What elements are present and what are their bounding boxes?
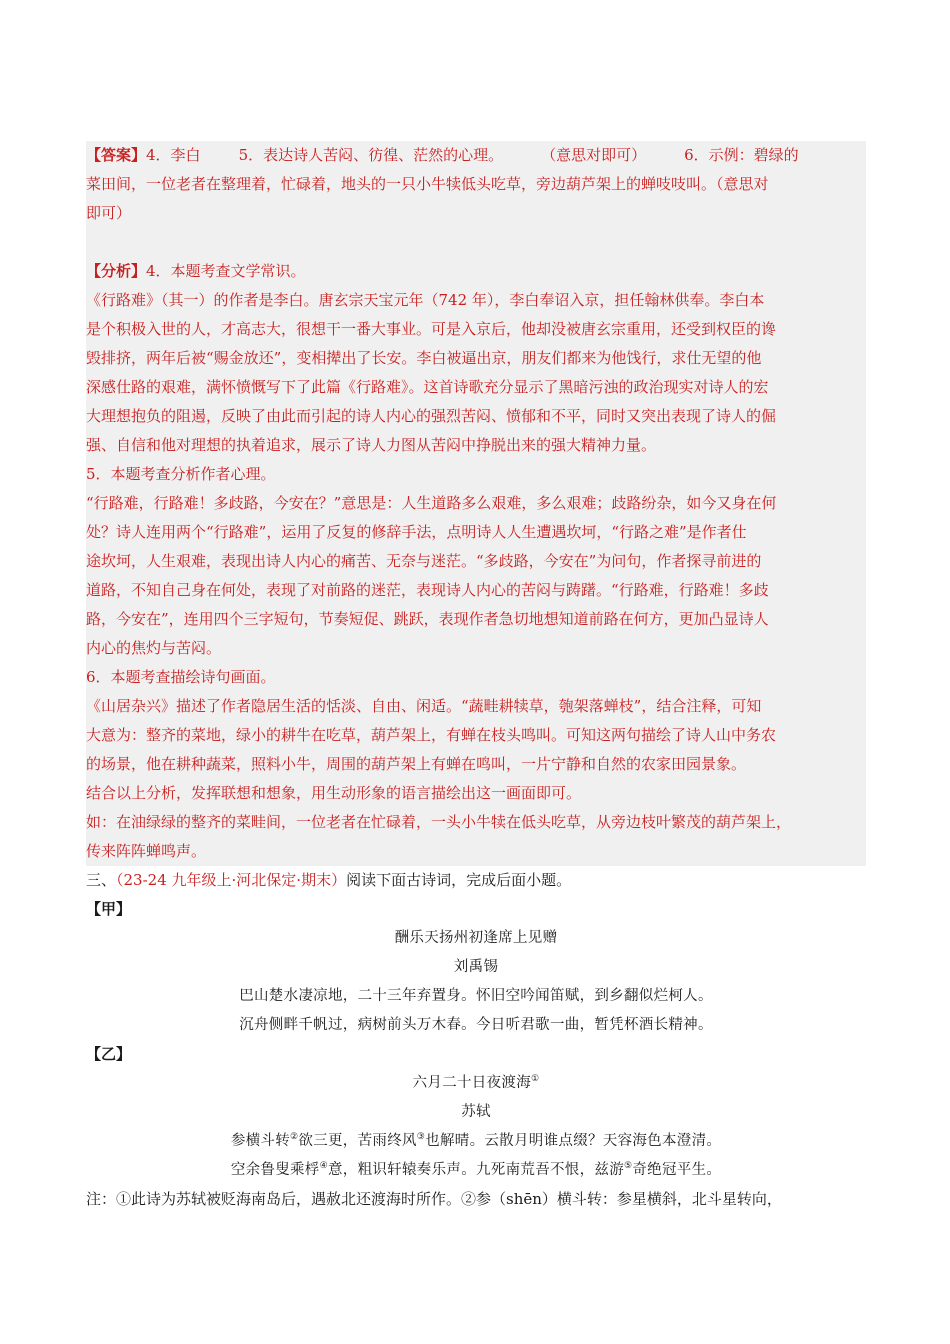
poem-a-author: 刘禹锡 [453, 959, 499, 975]
poem-text: 空余鲁叟乘桴 [230, 1162, 320, 1178]
analysis-q4-line: 强、自信和他对理想的执着追求，展示了诗人力图从苦闷中挣脱出来的强大精神力量。 [86, 436, 657, 454]
answer-q5: 5．表达诗人苦闷、彷徨、茫然的心理。 [238, 146, 504, 164]
answer-analysis-block [86, 141, 866, 866]
footnote-marker: ⑤ [624, 1161, 633, 1172]
poem-b-title [86, 1069, 866, 1098]
analysis-q5-line: 内心的焦灼与苦闷。 [86, 639, 222, 657]
section3-heading [86, 866, 866, 895]
analysis-q5-line: 途坎坷，人生艰难，表现出诗人内心的痛苦、无奈与迷茫。“多歧路，今安在”为问句，作者探寻前进的 [86, 552, 762, 570]
section3-source: （23-24 九年级上·河北保定·期末） [116, 871, 347, 889]
analysis-q4-line: 毁排挤，两年后被“赐金放还”，变相撵出了长安。李白被逼出京，朋友们都来为他饯行，求仕无望的他 [86, 349, 762, 367]
poem-b-title-text: 六月二十日夜渡海 [412, 1075, 532, 1091]
analysis-q4-line: 是个积极入世的人，才高志大，很想干一番大事业。可是入京后，他却没被唐玄宗重用，还受到权臣的谗 [86, 320, 777, 338]
poem-a-title: 酬乐天扬州初逢席上见赠 [394, 930, 558, 946]
poem-text: 意，粗识轩辕奏乐声。九死南荒吾不恨，兹游 [328, 1162, 624, 1178]
analysis-q4-title: 4．本题考查文学常识。 [146, 262, 306, 280]
poem-a-line-1: 巴山楚水凄凉地，二十三年弃置身。怀旧空吟闻笛赋，到乡翻似烂柯人。 [239, 988, 713, 1004]
analysis-q4-line: 深感仕路的艰难，满怀愤慨写下了此篇《行路难》。这首诗歌充分显示了黑暗污浊的政治现实对诗人的宏 [86, 378, 769, 396]
analysis-label: 【分析】 [86, 262, 147, 280]
poem-b-author: 苏轼 [461, 1104, 491, 1120]
analysis-q5-line: 道路，不知自己身在何处，表现了对前路的迷茫，表现诗人内心的苦闷与踌躇。“行路难，行路难！多歧 [86, 581, 769, 599]
footnote-marker: ③ [416, 1132, 426, 1143]
answer-line-3: 即可） [86, 204, 132, 222]
section3-number: 三、 [86, 871, 117, 889]
answer-line-2: 菜田间，一位老者在整理着，忙碌着，地头的一只小牛犊低头吃草，旁边葫芦架上的蝉吱吱叫。（意思对 [86, 175, 769, 193]
analysis-q6-line: 《山居杂兴》描述了作者隐居生活的恬淡、自由、闲适。“蔬畦耕犊草，匏架落蝉枝”，结合注释，可知 [86, 697, 762, 715]
page-content [86, 141, 866, 1214]
analysis-q6-line: 结合以上分析，发挥联想和想象，用生动形象的语言描绘出这一画面即可。 [86, 784, 582, 802]
analysis-q5-head: 5．本题考查分析作者心理。 [86, 465, 276, 483]
footnote-marker: ② [290, 1132, 299, 1143]
poem-b-line-2 [86, 1156, 866, 1185]
poem-text: 奇绝冠平生。 [632, 1162, 722, 1178]
poem-text: 欲三更，苦雨终风 [298, 1133, 417, 1149]
analysis-q6-head: 6．本题考查描绘诗句画面。 [86, 668, 276, 686]
poem-b-label: 【乙】 [86, 1045, 132, 1063]
answer-q4: 4．李白 [146, 146, 201, 164]
section3-instruction: 阅读下面古诗词，完成后面小题。 [346, 871, 572, 889]
answer-label: 【答案】 [86, 146, 147, 164]
analysis-q4-line: 大理想抱负的阻遏，反映了由此而引起的诗人内心的强烈苦闷、愤郁和不平，同时又突出表现了诗人的倔 [86, 407, 777, 425]
analysis-q6-line: 传来阵阵蝉鸣声。 [86, 842, 207, 860]
poem-a-label: 【甲】 [86, 900, 132, 918]
footnote-marker: ① [531, 1074, 540, 1085]
note-line: 注：①此诗为苏轼被贬海南岛后，遇赦北还渡海时所作。②参（shēn）横斗转：参星横斜，北斗星转向， [86, 1190, 782, 1208]
analysis-q6-line: 的场景，他在耕种蔬菜，照料小牛，周围的葫芦架上有蝉在鸣叫，一片宁静和自然的农家田园景象。 [86, 755, 747, 773]
analysis-q6-line: 如：在油绿绿的整齐的菜畦间，一位老者在忙碌着，一头小牛犊在低头吃草，从旁边枝叶繁茂的葫芦架上， [86, 813, 792, 831]
analysis-q5-line: 路，今安在”，连用四个三字短句，节奏短促、跳跃，表现作者急切地想知道前路在何方，更加凸显诗人 [86, 610, 769, 628]
poem-text: 也解晴。云散月明谁点缀？天容海色本澄清。 [425, 1133, 722, 1149]
analysis-q5-line: “行路难，行路难！多歧路，今安在？”意思是：人生道路多么艰难，多么艰难；歧路纷杂，如今又身在何 [86, 494, 777, 512]
poem-b-line-1 [86, 1127, 866, 1156]
poem-a-line-2: 沉舟侧畔千帆过，病树前头万木春。今日听君歌一曲，暂凭杯酒长精神。 [239, 1017, 713, 1033]
answer-line-1 [86, 141, 866, 170]
footnote-marker: ④ [319, 1161, 328, 1172]
answer-q5-note: （意思对即可） [541, 146, 647, 164]
analysis-q4-head [86, 257, 866, 286]
poem-text: 参横斗转 [230, 1133, 291, 1149]
analysis-q6-line: 大意为：整齐的菜地，绿小的耕牛在吃草，葫芦架上，有蝉在枝头鸣叫。可知这两句描绘了诗人山中务农 [86, 726, 777, 744]
analysis-q4-line: 《行路难》（其一）的作者是李白。唐玄宗天宝元年（742 年），李白奉诏入京，担任翰林供奉。李白本 [86, 291, 765, 309]
answer-q6: 6．示例：碧绿的 [684, 146, 799, 164]
analysis-q5-line: 处？诗人连用两个“行路难”，运用了反复的修辞手法，点明诗人人生遭遇坎坷，“行路之难”是作者仕 [86, 523, 747, 541]
